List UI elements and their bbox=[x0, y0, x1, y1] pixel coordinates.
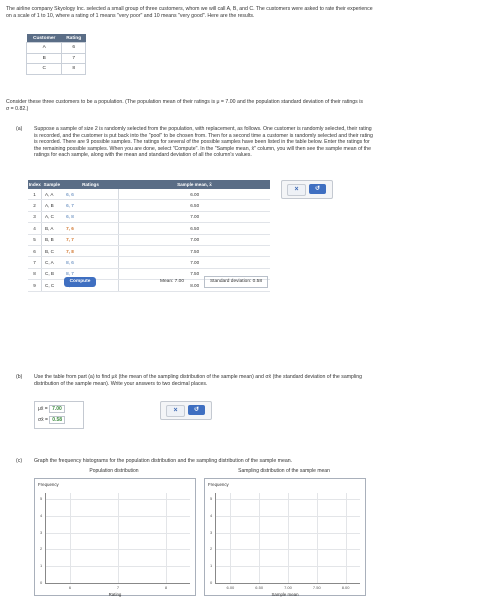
column-mean: Mean: 7.00 bbox=[160, 279, 185, 284]
x-tick-label: 6 bbox=[68, 585, 72, 590]
sample-mean-cell: 8.00 bbox=[119, 280, 270, 291]
part-a-label: (a) bbox=[16, 126, 23, 132]
y-tick-label: 0 bbox=[40, 580, 43, 585]
x-tick-label: 7 bbox=[116, 585, 120, 590]
ratings-input[interactable]: 6, 6 bbox=[62, 189, 119, 200]
customer-table bbox=[26, 34, 86, 75]
sample-cell: B, C bbox=[42, 245, 63, 256]
rating-cell: 8 bbox=[62, 64, 86, 75]
vertical-grid-line bbox=[288, 493, 289, 583]
vertical-grid-line bbox=[166, 493, 167, 583]
index-cell: 1 bbox=[28, 189, 42, 200]
sample-cell: C, A bbox=[42, 257, 63, 268]
sample-mean-cell: 6.50 bbox=[119, 200, 270, 211]
undo-button[interactable]: ↺ bbox=[309, 184, 326, 194]
x-tick-label: 6.00 bbox=[226, 585, 235, 590]
x-tick-label: 7.00 bbox=[284, 585, 292, 590]
part-c-text: Graph the frequency histograms for the population distribution and the sampling distribution of the sample mean. bbox=[34, 458, 293, 464]
plot-area[interactable] bbox=[40, 493, 190, 590]
population-line-2: σ = 0.82.) bbox=[6, 105, 29, 112]
part-a-line: Suppose a sample of size 2 is randomly selected from the population, with replacement, as follows. One customer is randomly selected, their rating bbox=[34, 126, 372, 132]
part-c-label: (c) bbox=[16, 458, 23, 464]
sigma-input[interactable]: 0.58 bbox=[49, 416, 65, 424]
index-cell: 3 bbox=[28, 211, 42, 222]
y-tick-label: 4 bbox=[210, 512, 213, 518]
sample-cell: B, A bbox=[42, 223, 63, 234]
customer-cell: C bbox=[27, 64, 62, 75]
population-histogram[interactable] bbox=[34, 478, 196, 596]
y-tick-label: 5 bbox=[40, 496, 43, 501]
part-b-line-1: Use the table from part (a) to find μx̄ (the mean of the sampling distribution of the sample mean) and σx̄ (the standard deviation of the sampling bbox=[34, 374, 362, 380]
part-a-text bbox=[34, 126, 474, 159]
x-tick-label: 7.50 bbox=[312, 585, 321, 590]
part-a-line: is recorded. There are 9 possible samples. The ratings for several of the possible samples have been listed in the table below. Enter the ratings for bbox=[34, 139, 370, 146]
x-tick-label: 8.00 bbox=[341, 585, 350, 590]
ratings-input[interactable]: 7, 7 bbox=[62, 234, 119, 245]
intro-text bbox=[6, 6, 476, 19]
part-b-action-panel bbox=[160, 401, 212, 420]
y-tick-label: 2 bbox=[40, 546, 43, 552]
sample-mean-header: Sample mean, x̄ bbox=[119, 180, 270, 189]
index-cell: 4 bbox=[28, 223, 42, 234]
y-tick-label: 5 bbox=[210, 496, 213, 501]
index-cell: 5 bbox=[28, 234, 42, 245]
sample-mean-cell: 7.50 bbox=[119, 245, 270, 256]
sample-cell: A, A bbox=[42, 189, 63, 200]
part-a-line: is recorded, and the customer is put back into the "pool" to be chosen from. Then for a second time a customer is randomly selected and their rating bbox=[34, 132, 373, 139]
table-row bbox=[27, 64, 86, 75]
table-row bbox=[28, 257, 270, 268]
ratings-input[interactable]: 8, 7 bbox=[62, 268, 119, 279]
intro-line-2: on a scale of 1 to 10, where a rating of 1 means "very poor" and 10 means "very good". Here are the results. bbox=[6, 12, 255, 19]
ratings-input[interactable]: 8, 6 bbox=[62, 257, 119, 268]
customer-cell: B bbox=[27, 53, 62, 64]
part-b-label: (b) bbox=[16, 374, 23, 380]
column-standard-deviation: Standard deviation: 0.58 bbox=[204, 276, 268, 288]
x-tick-label: 8 bbox=[164, 585, 168, 590]
part-b-text bbox=[34, 374, 474, 387]
sample-mean-cell: 6.50 bbox=[119, 223, 270, 234]
plot-area[interactable] bbox=[210, 493, 360, 590]
customer-cell: A bbox=[27, 43, 62, 54]
rating-cell: 7 bbox=[62, 53, 86, 64]
table-row bbox=[28, 234, 270, 245]
ratings-header: Ratings bbox=[62, 180, 119, 189]
ratings-input[interactable]: 7, 6 bbox=[62, 223, 119, 234]
sample-mean-cell: 7.00 bbox=[119, 234, 270, 245]
sample-cell: C, B bbox=[42, 268, 63, 279]
sampling-chart-title: Sampling distribution of the sample mean bbox=[238, 468, 330, 474]
compute-button[interactable]: Compute bbox=[64, 277, 96, 287]
sample-cell: B, B bbox=[42, 234, 63, 245]
y-tick-label: 1 bbox=[210, 563, 213, 569]
ratings-input[interactable]: 6, 8 bbox=[62, 211, 119, 222]
index-cell: 7 bbox=[28, 257, 42, 268]
sample-mean-cell: 7.50 bbox=[119, 268, 270, 279]
y-tick-label: 4 bbox=[40, 512, 43, 518]
undo-button[interactable]: ↺ bbox=[188, 405, 205, 415]
y-tick-label: 3 bbox=[40, 529, 43, 535]
answer-box bbox=[34, 401, 84, 429]
mu-row bbox=[38, 406, 65, 412]
table-row bbox=[28, 223, 270, 234]
mu-label: μx̄ = bbox=[38, 406, 48, 412]
vertical-grid-line bbox=[346, 493, 347, 583]
index-cell: 9 bbox=[28, 280, 42, 291]
customer-header: Customer bbox=[27, 34, 62, 43]
x-axis-label: Sample mean bbox=[271, 592, 299, 597]
table-row bbox=[28, 200, 270, 211]
sample-mean-cell: 7.00 bbox=[119, 257, 270, 268]
y-axis-label: Frequency bbox=[38, 482, 59, 487]
mu-input[interactable]: 7.00 bbox=[49, 405, 65, 413]
table-row bbox=[28, 211, 270, 222]
sample-header: Sample bbox=[42, 180, 63, 189]
x-axis-label: Rating bbox=[108, 592, 122, 597]
part-a-line: the remaining possible samples. When you are done, select "Compute". In the "Sample mean, x̄" column, you will then see the sample mean of the bbox=[34, 145, 371, 152]
y-tick-label: 1 bbox=[40, 563, 43, 569]
x-tick-label: 6.50 bbox=[255, 585, 264, 590]
sampling-histogram[interactable] bbox=[204, 478, 366, 596]
table-row bbox=[27, 53, 86, 64]
vertical-grid-line bbox=[118, 493, 119, 583]
sample-cell: A, C bbox=[42, 211, 63, 222]
index-cell: 2 bbox=[28, 200, 42, 211]
sample-mean-cell: 7.00 bbox=[119, 211, 270, 222]
clear-button[interactable]: × bbox=[166, 405, 185, 417]
population-line-1: Consider these three customers to be a population. (The population mean of their ratings is μ = 7.00 and the population standard deviation of their ratings is bbox=[6, 99, 363, 105]
y-tick-label: 0 bbox=[210, 580, 213, 585]
table-row bbox=[28, 189, 270, 200]
index-cell: 6 bbox=[28, 245, 42, 256]
rating-cell: 6 bbox=[62, 43, 86, 54]
vertical-grid-line bbox=[317, 493, 318, 583]
ratings-input[interactable]: 7, 8 bbox=[62, 245, 119, 256]
sample-table bbox=[28, 180, 270, 292]
part-b-line-2: distribution of the sample mean). Write your answers to two decimal places. bbox=[34, 380, 208, 387]
y-tick-label: 3 bbox=[210, 529, 213, 535]
intro-line-1: The airline company Skyology Inc. selected a small group of three customers, whom we will call A, B, and C. The customers were asked to rate their experience bbox=[6, 6, 373, 12]
population-text bbox=[6, 99, 476, 112]
sigma-label: σx̄ = bbox=[38, 417, 48, 423]
vertical-grid-line bbox=[70, 493, 71, 583]
population-chart-title: Population distribution bbox=[89, 468, 139, 474]
ratings-input[interactable]: 6, 7 bbox=[62, 200, 119, 211]
sample-mean-cell: 6.00 bbox=[119, 189, 270, 200]
action-buttons-panel bbox=[281, 180, 333, 199]
table-row bbox=[28, 245, 270, 256]
vertical-grid-line bbox=[259, 493, 260, 583]
sample-cell: C, C bbox=[42, 280, 63, 291]
y-tick-label: 2 bbox=[210, 546, 213, 552]
y-axis-label: Frequency bbox=[208, 482, 229, 487]
sigma-row bbox=[38, 417, 65, 423]
vertical-grid-line bbox=[230, 493, 231, 583]
index-header: Index bbox=[28, 182, 41, 187]
clear-button[interactable]: × bbox=[287, 184, 306, 196]
sample-cell: A, B bbox=[42, 200, 63, 211]
part-a-line: ratings for each sample, along with the mean and standard deviation of all the column's values. bbox=[34, 152, 252, 159]
index-cell: 8 bbox=[28, 268, 42, 279]
rating-header: Rating bbox=[62, 34, 86, 43]
table-row bbox=[27, 43, 86, 54]
